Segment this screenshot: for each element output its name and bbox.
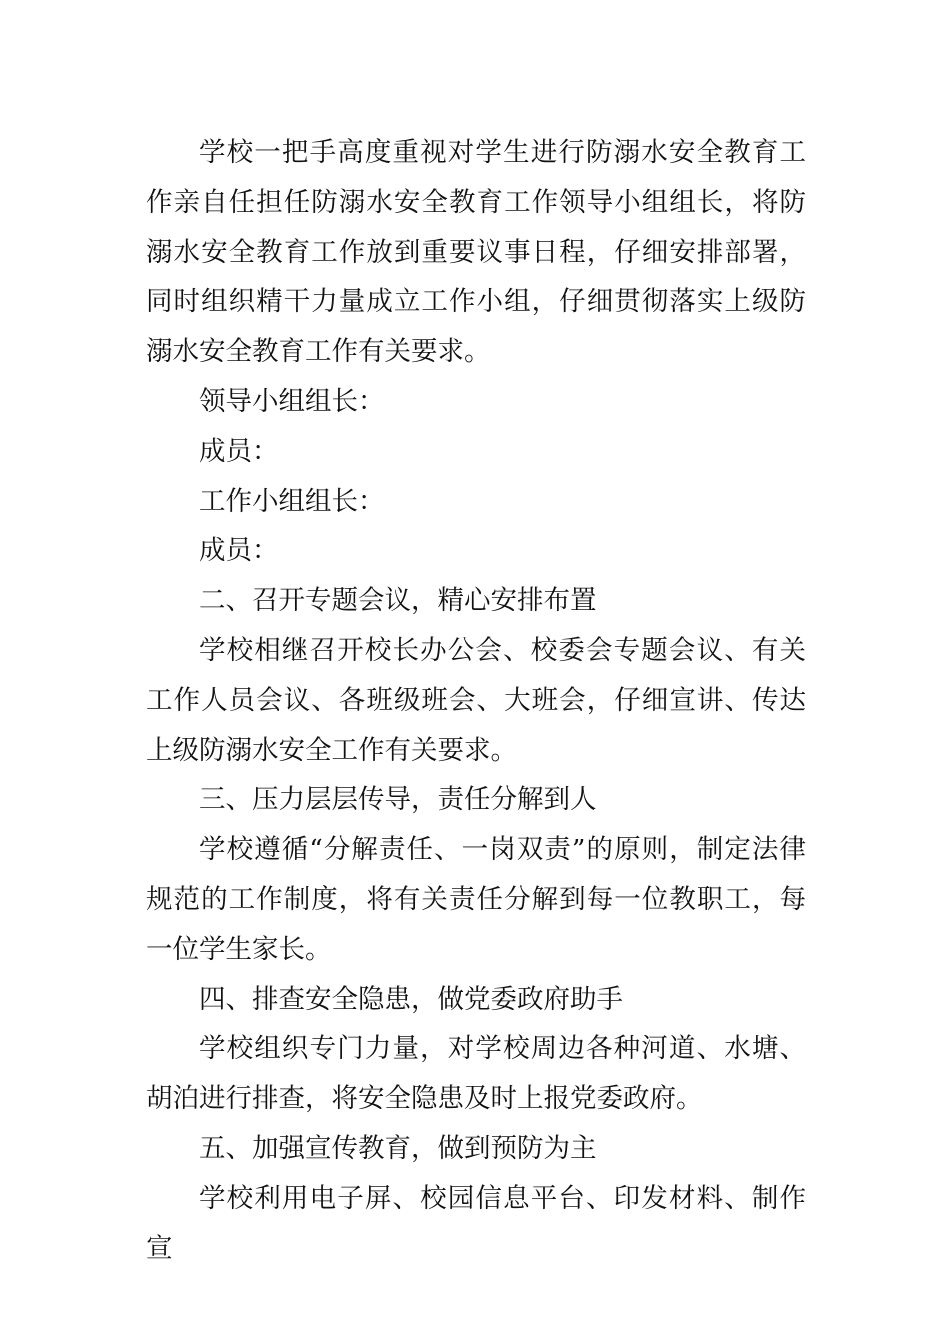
paragraph-work-group-members: 成员： xyxy=(199,535,279,567)
paragraph-leader-group-head: 领导小组组长： xyxy=(199,385,385,417)
paragraph-leadership: 学校一把手高度重视对学生进行防溺水安全教育工作亲自任担任防溺水安全教育工作领导小组组长，将防溺水安全教育工作放到重要议事日程，仔细安排部署，同时组织精干力量成立工作小组，仔细贯彻落实上级防溺水安全教育工作有关要求。 xyxy=(146,137,806,368)
section-heading-2: 二、召开专题会议，精心安排布置 xyxy=(199,585,597,617)
section-heading-4: 四、排查安全隐患，做党委政府助手 xyxy=(199,983,623,1015)
paragraph-responsibility: 学校遵循“分解责任、一岗双责”的原则，制定法律规范的工作制度，将有关责任分解到每一位教职工，每一位学生家长。 xyxy=(146,834,806,965)
paragraph-publicity: 学校利用电子屏、校园信息平台、印发材料、制作宣 xyxy=(146,1182,806,1264)
section-heading-5: 五、加强宣传教育，做到预防为主 xyxy=(199,1132,597,1164)
paragraph-work-group-head: 工作小组组长： xyxy=(199,485,385,517)
paragraph-inspection: 学校组织专门力量，对学校周边各种河道、水塘、胡泊进行排查，将安全隐患及时上报党委政府。 xyxy=(146,1033,806,1115)
paragraph-leader-group-members: 成员： xyxy=(199,435,279,467)
document-body xyxy=(146,128,806,1273)
section-heading-3: 三、压力层层传导，责任分解到人 xyxy=(199,784,597,816)
paragraph-meetings: 学校相继召开校长办公会、校委会专题会议、有关工作人员会议、各班级班会、大班会，仔细宣讲、传达上级防溺水安全工作有关要求。 xyxy=(146,634,806,766)
